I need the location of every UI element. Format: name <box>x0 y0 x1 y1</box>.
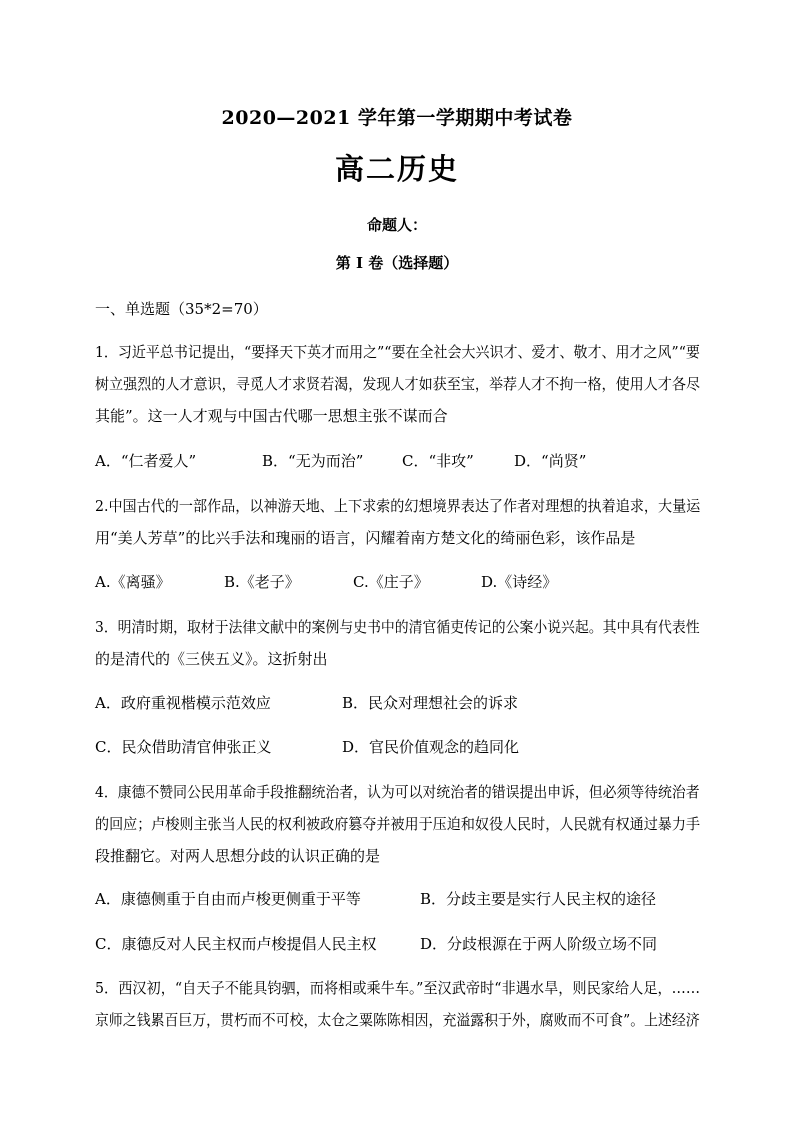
question-text-line: 4．康德不赞同公民用革命手段推翻统治者，认为可以对统治者的错误提出申诉，但必须等待统治者 <box>95 783 700 801</box>
question-text-line: 1．习近平总书记提出，“要择天下英才而用之”“要在全社会大兴识才、爱才、敬才、用才之风”“要 <box>95 343 700 361</box>
exam-title: 2020—2021 学年第一学期期中考试卷 <box>221 107 573 129</box>
question-text-line: 用“美人芳草”的比兴手法和瑰丽的语言，闪耀着南方楚文化的绮丽色彩，该作品是 <box>95 529 636 547</box>
option-a[interactable]: A．政府重视楷模示范效应 <box>95 694 271 712</box>
option-d[interactable]: D.《诗经》 <box>481 573 558 591</box>
option-a[interactable]: A．“仁者爱人” <box>95 452 197 470</box>
question-text-line: 京师之钱累百巨万，贯朽而不可校，太仓之粟陈陈相因，充溢露积于外，腐败而不可食”。上述经济 <box>95 1011 700 1029</box>
option-d[interactable]: D．官民价值观念的趋同化 <box>342 738 520 756</box>
question-text-line: 的回应；卢梭则主张当人民的权利被政府篡夺并被用于压迫和奴役人民时，人民就有权通过暴力手 <box>95 815 701 833</box>
option-b[interactable]: B.《老子》 <box>224 573 300 591</box>
option-a[interactable]: A.《离骚》 <box>95 573 171 591</box>
option-d[interactable]: D．分歧根源在于两人阶级立场不同 <box>420 935 658 953</box>
question-text-line: 树立强烈的人才意识，寻觅人才求贤若渴，发现人才如获至宝，举荐人才不拘一格，使用人才各尽 <box>95 375 701 393</box>
author-line: 命题人： <box>366 216 427 234</box>
option-b[interactable]: B．分歧主要是实行人民主权的途径 <box>420 890 657 908</box>
subject-title: 高二历史 <box>334 152 459 186</box>
question-text-line: 3．明清时期，取材于法律文献中的案例与史书中的清官循吏传记的公案小说兴起。其中具有代表性 <box>95 618 700 636</box>
section-heading: 一、单选题（35*2=70） <box>95 300 268 318</box>
question-text-line: 其能”。这一人才观与中国古代哪一思想主张不谋而合 <box>95 407 448 425</box>
option-d[interactable]: D．“尚贤” <box>514 452 587 470</box>
option-a[interactable]: A．康德侧重于自由而卢梭更侧重于平等 <box>95 890 361 908</box>
question-text-line: 5．西汉初，“自天子不能具钧驷，而将相或乘牛车。”至汉武帝时“非遇水旱，则民家给人足，…… <box>95 979 701 997</box>
option-c[interactable]: C.《庄子》 <box>353 573 429 591</box>
option-b[interactable]: B．民众对理想社会的诉求 <box>342 694 519 712</box>
question-text-line: 的是清代的《三侠五义》。这折射出 <box>95 650 328 668</box>
volume-title: 第 I 卷（选择题） <box>335 254 459 272</box>
option-c[interactable]: C．“非攻” <box>402 452 474 470</box>
question-text-line: 段推翻它。对两人思想分歧的认识正确的是 <box>95 847 381 865</box>
option-b[interactable]: B．“无为而治” <box>262 452 364 470</box>
option-c[interactable]: C．康德反对人民主权而卢梭提倡人民主权 <box>95 935 377 953</box>
question-text-line: 2.中国古代的一部作品，以神游天地、上下求索的幻想境界表达了作者对理想的执着追求，大量运 <box>95 497 701 515</box>
option-c[interactable]: C．民众借助清官伸张正义 <box>95 738 272 756</box>
